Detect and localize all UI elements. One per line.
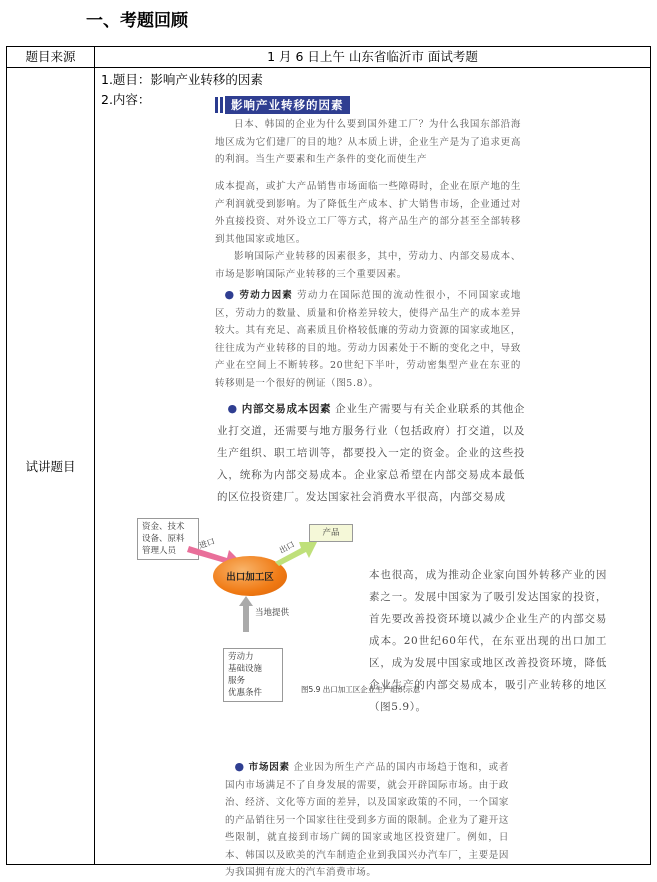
exam-table xyxy=(6,46,651,878)
topic-content xyxy=(95,68,651,878)
local-arrow-svg xyxy=(239,596,253,632)
topic-content-line: 2.内容： xyxy=(101,92,151,107)
trade-para-cont: 本也很高，成为推动企业家向国外转移产业的因素之一。发展中国家为了吸引发达国家的投资，首先要改善投资环境以减少企业生产的内部交易成本。20世纪60年代，在东亚出现的出口加工区，成为发展中国家或地区改善投资环境，降低企业生产的内部交易成本，吸引产业转移的地区（图5.9）。 xyxy=(369,569,607,713)
bullet-dot: ● xyxy=(227,402,238,415)
source-label: 题目来源 xyxy=(7,47,95,68)
bullet-dot: ● xyxy=(234,760,245,773)
trade-text: 企业生产需要与有关企业联系的其他企业打交道，还需要与地方服务行业（包括政府）打交道，以及生产组织、职工培训等，都要投入一定的资金。企业的这些投入，统称为内部交易成本。企业家总希望在内部交易成本最低的区位投资建厂。发达国家社会消费水平很高，内部交易成 xyxy=(217,403,525,503)
title-bar xyxy=(215,97,218,113)
topic-title-line: 1.题目：影响产业转移的因素 xyxy=(101,72,263,87)
market-title: 市场因素 xyxy=(248,762,290,773)
textbook-para-2: 成本提高，或扩大产品销售市场面临一些障碍时，企业在原产地的生产利润就受到影响。为了降低生产成本、扩大销售市场，企业通过对外直接投资、对外设立工厂等方式，将产品生产的部分甚至全部转移到其他国家或地区。 xyxy=(215,181,521,245)
market-text: 企业因为所生产产品的国内市场趋于饱和，或者国内市场满足不了自身发展的需要，就会开辟国际市场。由于政治、经济、文化等方面的差异，以及国家政策的不同，一个国家的产品销往另一个国家往往受到多方面的限制。企业为了避开这些限制，就直接到市场广阔的国家或地区投资建厂。例如，日本、韩国以及欧美的汽车制造企业到我国兴办汽车厂，主要是因为我国拥有庞大的汽车消费市场。 xyxy=(225,762,510,878)
section-heading: 一、考题回顾 xyxy=(86,11,188,31)
labor-text: 劳动力在国际范围的流动性很小，不同国家或地区，劳动力的数量、质量和价格差异较大，使得产品生产的成本差异较大。其有充足、高素质且价格较低廉的劳动力资源的国家或地区，往往成为产业转移的目的地。劳动力因素处于不断的变化之中，导致产业在空间上不断转移。20世纪下半叶，劳动密集型产业在东亚的转移则是一个很好的例证（图5.8）。 xyxy=(215,290,522,389)
textbook-para-1: 日本、韩国的企业为什么要到国外建工厂？为什么我国东部沿海地区成为它们建厂的目的地？从本质上讲，企业生产是为了追求更高的利润。当生产要素和生产条件的变化而使生产 xyxy=(215,119,521,165)
labor-para xyxy=(215,286,521,392)
labor-title: 劳动力因素 xyxy=(239,290,293,301)
textbook-title xyxy=(215,96,350,114)
header-row xyxy=(7,47,651,68)
topic-row xyxy=(7,68,651,865)
textbook-para-3: 影响国际产业转移的因素很多，其中，劳动力、内部交易成本、市场是影响国际产业转移的三个重要因素。 xyxy=(215,251,521,280)
center-ellipse: 出口加工区 xyxy=(213,556,287,596)
title-bar-2 xyxy=(220,97,223,113)
input-box: 资金、技术 设备、原料 管理人员 xyxy=(137,518,199,560)
topic-label: 试讲题目 xyxy=(7,68,95,865)
diagram-caption: 图5.9 出口加工区企业生产组织示意 xyxy=(301,685,421,694)
input-arrow-label: 进口 xyxy=(198,536,216,551)
local-arrow-label: 当地提供 xyxy=(255,608,290,618)
local-box: 劳动力 基础设施 服务 优惠条件 xyxy=(223,648,283,702)
output-box: 产品 xyxy=(309,524,353,542)
trade-title: 内部交易成本因素 xyxy=(241,403,332,415)
bullet-dot: ● xyxy=(224,288,236,301)
output-arrow-label: 出口 xyxy=(277,539,297,556)
market-para xyxy=(225,758,509,882)
textbook-title-text: 影响产业转移的因素 xyxy=(225,96,350,114)
trade-para xyxy=(217,398,525,508)
local-arrow xyxy=(239,596,253,632)
source-value: 1 月 6 日上午 山东省临沂市 面试考题 xyxy=(95,47,651,68)
